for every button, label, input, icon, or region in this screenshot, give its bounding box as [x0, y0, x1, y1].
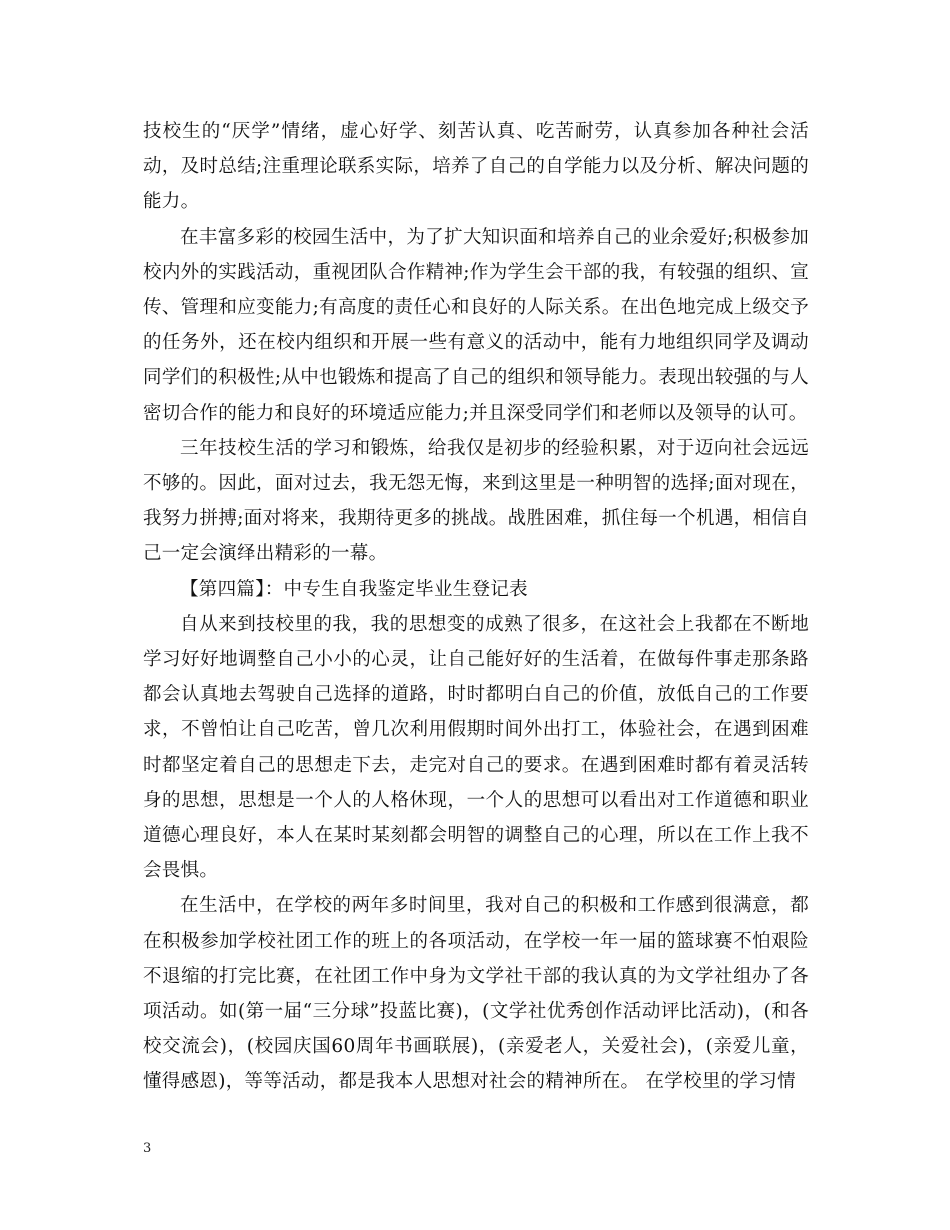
document-body — [143, 114, 809, 1100]
paragraph-5: 在生活中，在学校的两年多时间里，我对自己的积极和工作感到很满意，都在积极参加学校社团工作的班上的各项活动，在学校一年一届的篮球赛不怕艰险不退缩的打完比赛，在社团工作中身为文学社干部的我认真的为文学社组办了各项活动。如(第一届“三分球”投蓝比赛)，(文学社优秀创作活动评比活动)，(和各校交流会)，(校园庆国60周年书画联展)，(亲爱老人，关爱社会)，(亲爱儿童，懂得感恩)，等等活动，都是我本人思想对社会的精神所在。 在学校里的学习情 — [143, 895, 809, 1093]
paragraph-2: 在丰富多彩的校园生活中，为了扩大知识面和培养自己的业余爱好;积极参加校内外的实践活动，重视团队合作精神;作为学生会干部的我，有较强的组织、宣传、管理和应变能力;有高度的责任心和良好的人际关系。在出色地完成上级交予的任务外，还在校内组织和开展一些有意义的活动中，能有力地组织同学及调动同学们的积极性;从中也锻炼和提高了自己的组织和领导能力。表现出较强的与人密切合作的能力和良好的环境适应能力;并且深受同学们和老师以及领导的认可。 — [143, 226, 809, 424]
page-number: 3 — [143, 1141, 152, 1156]
section-heading: 【第四篇】：中专生自我鉴定毕业生登记表 — [180, 578, 528, 600]
paragraph-1: 技校生的“厌学”情绪，虚心好学、刻苦认真、吃苦耐劳，认真参加各种社会活动，及时总结;注重理论联系实际，培养了自己的自学能力以及分析、解决问题的能力。 — [143, 121, 809, 213]
paragraph-4: 自从来到技校里的我，我的思想变的成熟了很多，在这社会上我都在不断地学习好好地调整自己小小的心灵，让自己能好好的生活着，在做每件事走那条路都会认真地去驾驶自己选择的道路，时时都明白自己的价值，放低自己的工作要求，不曾怕让自己吃苦，曾几次利用假期时间外出打工，体验社会，在遇到困难时都坚定着自己的思想走下去，走完对自己的要求。在遇到困难时都有着灵活转身的思想，思想是一个人的人格休现，一个人的思想可以看出对工作道德和职业道德心理良好，本人在某时某刻都会明智的调整自己的心理，所以在工作上我不会畏惧。 — [143, 613, 809, 882]
paragraph-3: 三年技校生活的学习和锻炼，给我仅是初步的经验积累，对于迈向社会远远不够的。因此，面对过去，我无怨无悔，来到这里是一种明智的选择;面对现在，我努力拼搏;面对将来，我期待更多的挑战。战胜困难，抓住每一个机遇，相信自己一定会演绎出精彩的一幕。 — [143, 437, 809, 565]
